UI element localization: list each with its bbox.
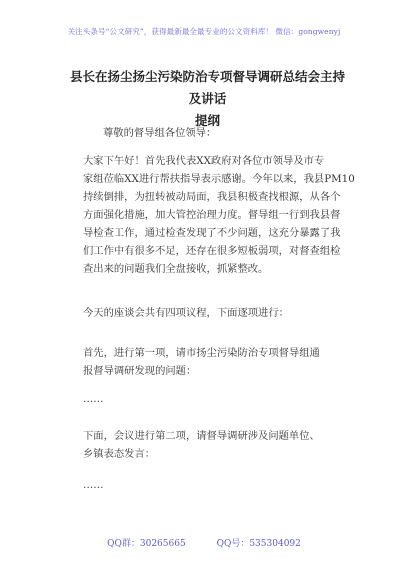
paragraph-line: 报督导调研发现的问题：: [83, 365, 197, 377]
ellipsis-second: [83, 476, 323, 494]
ellipsis-first: [83, 390, 323, 408]
paragraph-line: ……: [83, 393, 104, 405]
paragraph-first-item: [83, 344, 323, 380]
paragraph-welcome: [83, 152, 355, 278]
paragraph-line: 家组莅临XX进行帮扶指导表示感谢。今年以来，我县PM10: [83, 173, 355, 185]
paragraph-line: 乡镇表态发言：: [83, 448, 156, 460]
paragraph-line: 今天的座谈会共有四项议程，下面逐项进行：: [83, 307, 289, 319]
paragraph-line: ……: [83, 479, 104, 491]
paragraph-line: 首先，进行第一项，请市扬尘污染防治专项督导组通: [83, 347, 320, 359]
document-title: [70, 66, 345, 132]
footer-qq-group: QQ群：30265665: [107, 539, 186, 549]
document-title-line: 县长在扬尘扬尘污染防治专项督导调研总结会主持及讲话: [70, 69, 346, 106]
footer-contacts: [0, 536, 408, 549]
paragraph-line: 查出来的问题我们全盘接收，抓紧整改。: [83, 263, 269, 275]
document-title-line: 提纲: [194, 113, 220, 128]
paragraph-agenda: [83, 304, 323, 322]
paragraph-line: 方面强化措施，加大管控治理力度。督导组一行到我县督: [83, 209, 341, 221]
paragraph-line: 下面，会议进行第二项，请督导调研涉及问题单位、: [83, 430, 320, 442]
paragraph-line: 导检查工作，通过检查发现了不少问题，这充分暴露了我: [83, 227, 341, 239]
paragraph-line: 大家下午好！首先我代表XX政府对各位市领导及市专: [83, 155, 325, 167]
paragraph-line: 们工作中有很多不足，还存在很多短板弱项，对督查组检: [83, 245, 341, 257]
salutation: 尊敬的督导组各位领导：: [103, 127, 217, 139]
footer-qq-number: QQ号：535304092: [216, 539, 301, 549]
header-banner: 关注头条号“公文研究”，获得最新最全最专业的公文资料库！ 微信：gongwenyj: [67, 27, 341, 36]
paragraph-line: 持续倒排，为扭转被动局面，我县积极查找根源，从各个: [83, 191, 341, 203]
paragraph-second-item: [83, 427, 323, 463]
